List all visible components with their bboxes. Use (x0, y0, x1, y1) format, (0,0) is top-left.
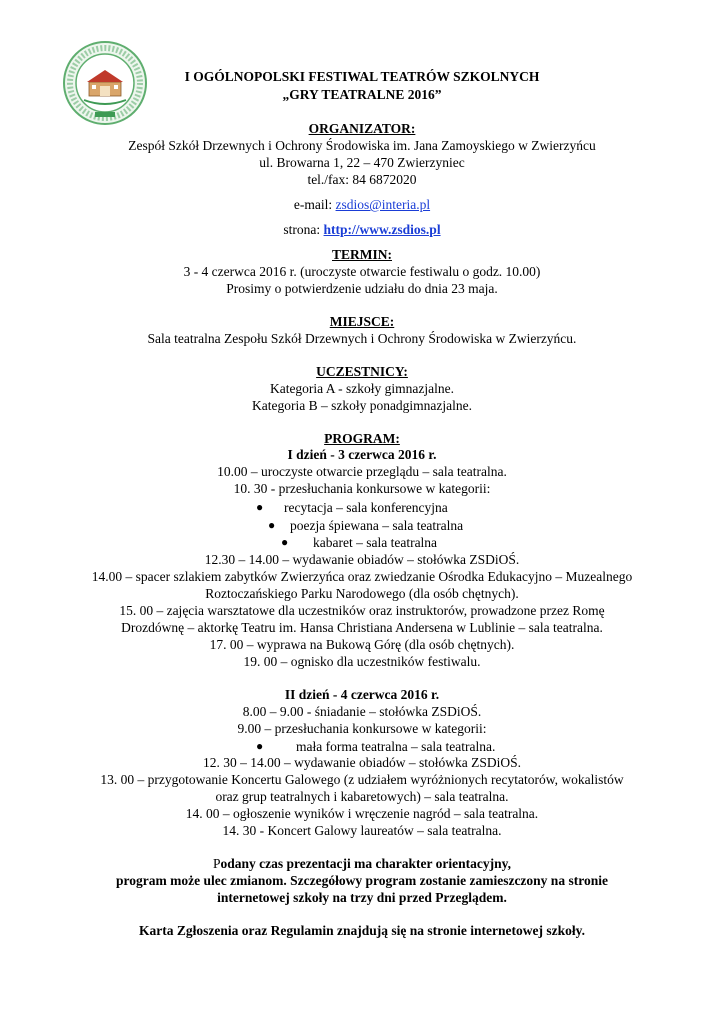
day1-bullet-item: poezja śpiewana – sala teatralna (290, 518, 464, 533)
termin-heading: TERMIN: (332, 247, 392, 262)
organizer-name: Zespół Szkół Drzewnych i Ochrony Środowiska im. Jana Zamoyskiego w Zwierzyńcu (128, 138, 596, 153)
day2-item: 12. 30 – 14.00 – wydawanie obiadów – stołówka ZSDiOŚ. (203, 755, 521, 770)
day1-item: Roztoczańskiego Parku Narodowego (dla osób chętnych). (205, 586, 519, 601)
category-a: Kategoria A - szkoły gimnazjalne. (269, 381, 455, 396)
organizer-site-row (0, 221, 724, 238)
uczestnicy-heading: UCZESTNICY: (316, 364, 408, 379)
email-label: e-mail: (293, 197, 336, 212)
day1-item: 10. 30 - przesłuchania konkursowe w kategorii: (233, 481, 491, 496)
day1-item: 12.30 – 14.00 – wydawanie obiadów – stołówka ZSDiOŚ. (204, 552, 520, 567)
category-b: Kategoria B – szkoły ponadgimnazjalne. (251, 398, 473, 413)
organizer-phone: tel./fax: 84 6872020 (307, 172, 417, 187)
day1-title: I dzień - 3 czerwca 2016 r. (287, 447, 437, 462)
festival-title: I OGÓLNOPOLSKI FESTIWAL TEATRÓW SZKOLNYCH (184, 69, 540, 84)
day2-item: 13. 00 – przygotowanie Koncertu Galowego (z udziałem wyróżnionych recytatorów, wokalistów (100, 772, 624, 787)
bullet-icon: ● (256, 739, 264, 753)
organizer-address: ul. Browarna 1, 22 – 470 Zwierzyniec (259, 155, 465, 170)
note-forms: Karta Zgłoszenia oraz Regulamin znajdują się na stronie internetowej szkoły. (139, 923, 585, 938)
day2-item: 14. 00 – ogłoszenie wyników i wręczenie nagród – sala teatralna. (185, 806, 539, 821)
termin-dates: 3 - 4 czerwca 2016 r. (uroczyste otwarcie festiwalu o godz. 10.00) (183, 264, 541, 279)
note-program: program może ulec zmianom. Szczegółowy program zostanie zamieszczony na stronie (116, 873, 608, 888)
miejsce-place: Sala teatralna Zespołu Szkół Drzewnych i Ochrony Środowiska w Zwierzyńcu. (147, 331, 577, 346)
day2-bullet-item: mała forma teatralna – sala teatralna. (296, 739, 496, 754)
day2-item: oraz grup teatralnych i kabaretowych) – sala teatralna. (215, 789, 509, 804)
day2-item: 14. 30 - Koncert Galowy laureatów – sala teatralna. (222, 823, 502, 838)
note-timing-initial: P (213, 856, 221, 871)
program-heading: PROGRAM: (324, 431, 400, 446)
day2-item: 8.00 – 9.00 - śniadanie – stołówka ZSDiOŚ. (242, 704, 482, 719)
note-timing (0, 855, 724, 872)
website-link[interactable]: http://www.zsdios.pl (323, 222, 441, 237)
day1-item: Drozdównę – aktorkę Teatru im. Hansa Christiana Andersena w Lublinie – sala teatralna. (121, 620, 603, 635)
day2-title: II dzień - 4 czerwca 2016 r. (284, 687, 440, 702)
day2-item: 9.00 – przesłuchania konkursowe w kategorii: (237, 721, 487, 736)
day1-item: 15. 00 – zajęcia warsztatowe dla uczestników oraz instruktorów, prowadzone przez Romę (119, 603, 605, 618)
day1-bullet-item: kabaret – sala teatralna (313, 535, 438, 550)
organizer-heading: ORGANIZATOR: (308, 121, 416, 136)
termin-confirm: Prosimy o potwierdzenie udziału do dnia 23 maja. (226, 281, 498, 296)
site-label: strona: (283, 222, 324, 237)
day1-item: 19. 00 – ognisko dla uczestników festiwalu. (243, 654, 481, 669)
day1-bullet-item: recytacja – sala konferencyjna (284, 500, 448, 515)
note-timing-rest: odany czas prezentacji ma charakter orientacyjny, (220, 856, 511, 871)
bullet-icon: ● (268, 518, 276, 532)
organizer-email-row (0, 196, 724, 213)
email-link[interactable]: zsdios@interia.pl (335, 197, 431, 212)
note-website: internetowej szkoły na trzy dni przed Przeglądem. (217, 890, 507, 905)
day1-item: 17. 00 – wyprawa na Bukową Górę (dla osób chętnych). (209, 637, 515, 652)
day1-item: 14.00 – spacer szlakiem zabytków Zwierzyńca oraz zwiedzanie Ośrodka Edukacyjno – Muzealnego (91, 569, 633, 584)
day1-item: 10.00 – uroczyste otwarcie przeglądu – sala teatralna. (217, 464, 507, 479)
bullet-icon: ● (256, 500, 264, 514)
miejsce-heading: MIEJSCE: (329, 314, 395, 329)
festival-subtitle: „GRY TEATRALNE 2016” (282, 87, 442, 102)
bullet-icon: ● (281, 535, 289, 549)
